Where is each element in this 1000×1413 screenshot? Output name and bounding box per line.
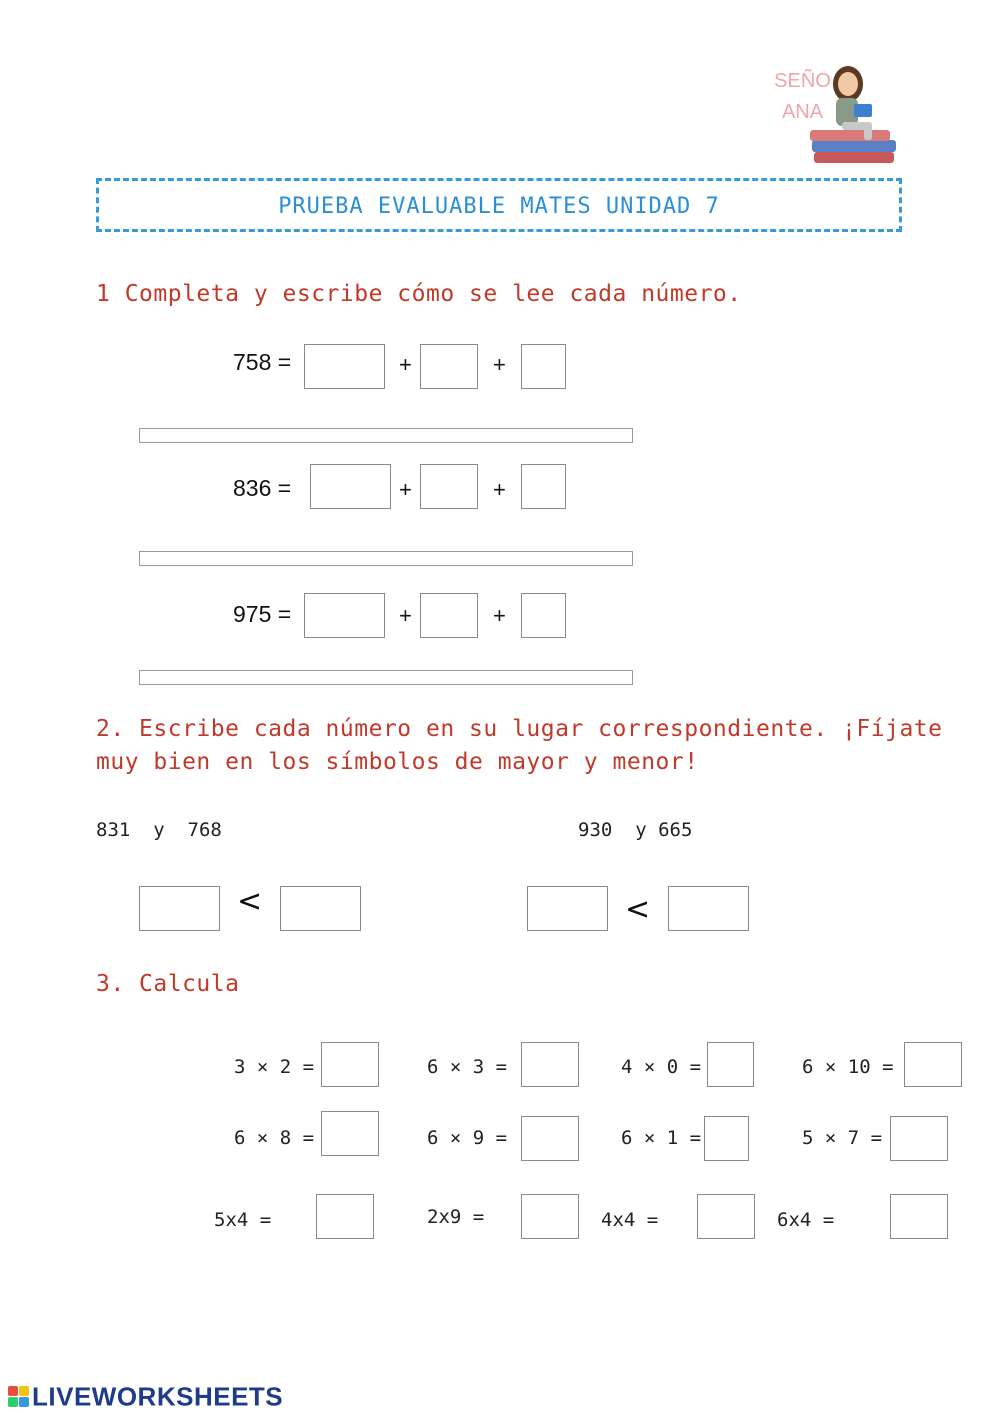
plus-sign: + [493,603,506,628]
answer-input[interactable] [890,1116,948,1161]
answer-input[interactable] [521,1042,579,1087]
number-label-975: 975 = [233,601,292,627]
tens-input-1[interactable] [420,344,478,389]
section-2-heading-line-2: muy bien en los símbolos de mayor y menor! [96,749,699,775]
tens-input-3[interactable] [420,593,478,638]
answer-input[interactable] [321,1042,379,1087]
multiplication-label: 6 × 1 = [621,1127,702,1149]
plus-sign: + [399,352,412,377]
multiplication-label: 3 × 2 = [234,1056,315,1078]
answer-input[interactable] [707,1042,754,1087]
girl-reading-books-icon [808,62,900,170]
units-input-1[interactable] [521,344,566,389]
multiplication-label: 6 × 8 = [234,1127,315,1149]
page-title: PRUEBA EVALUABLE MATES UNIDAD 7 [278,194,720,219]
section-3-heading: 3. Calcula [96,971,240,997]
answer-input[interactable] [904,1042,962,1087]
compare-input-2b[interactable] [668,886,749,931]
tens-input-2[interactable] [420,464,478,509]
words-input-3[interactable] [139,670,633,685]
hundreds-input-2[interactable] [310,464,391,509]
plus-sign: + [399,603,412,628]
answer-input[interactable] [697,1194,755,1239]
multiplication-label: 6 × 9 = [427,1127,508,1149]
plus-sign: + [399,477,412,502]
number-pair-1: 831 y 768 [96,819,222,841]
brand-name: LIVEWORKSHEETS [32,1381,284,1412]
hundreds-input-1[interactable] [304,344,385,389]
brand-icon [8,1386,30,1408]
multiplication-label: 4 × 0 = [621,1056,702,1078]
less-than-symbol: < [237,884,263,919]
answer-input[interactable] [704,1116,749,1161]
liveworksheets-logo[interactable] [8,1380,283,1413]
title-frame [96,178,902,232]
plus-sign: + [493,477,506,502]
number-label-758: 758 = [233,349,292,375]
multiplication-label: 6 × 10 = [802,1056,894,1078]
multiplication-label: 5 × 7 = [802,1127,883,1149]
multiplication-label: 6x4 = [777,1209,835,1231]
units-input-3[interactable] [521,593,566,638]
section-2-heading-line-1: 2. Escribe cada número en su lugar correspondiente. ¡Fíjate [96,716,943,742]
words-input-1[interactable] [139,428,633,443]
plus-sign: + [493,352,506,377]
logo-line-1: SEÑO [774,70,831,92]
units-input-2[interactable] [521,464,566,509]
section-1-heading: 1 Completa y escribe cómo se lee cada número. [96,281,742,307]
answer-input[interactable] [890,1194,948,1239]
logo-line-2: ANA [781,101,824,123]
multiplication-label: 2x9 = [427,1206,485,1228]
compare-input-2a[interactable] [527,886,608,931]
answer-input[interactable] [521,1116,579,1161]
multiplication-label: 5x4 = [214,1209,272,1231]
answer-input[interactable] [521,1194,579,1239]
less-than-symbol: < [625,892,651,927]
answer-input[interactable] [321,1111,379,1156]
number-label-836: 836 = [233,475,292,501]
hundreds-input-3[interactable] [304,593,385,638]
words-input-2[interactable] [139,551,633,566]
multiplication-label: 6 × 3 = [427,1056,508,1078]
multiplication-label: 4x4 = [601,1209,659,1231]
compare-input-1b[interactable] [280,886,361,931]
teacher-logo [770,62,900,172]
compare-input-1a[interactable] [139,886,220,931]
answer-input[interactable] [316,1194,374,1239]
number-pair-2: 930 y 665 [578,819,693,841]
